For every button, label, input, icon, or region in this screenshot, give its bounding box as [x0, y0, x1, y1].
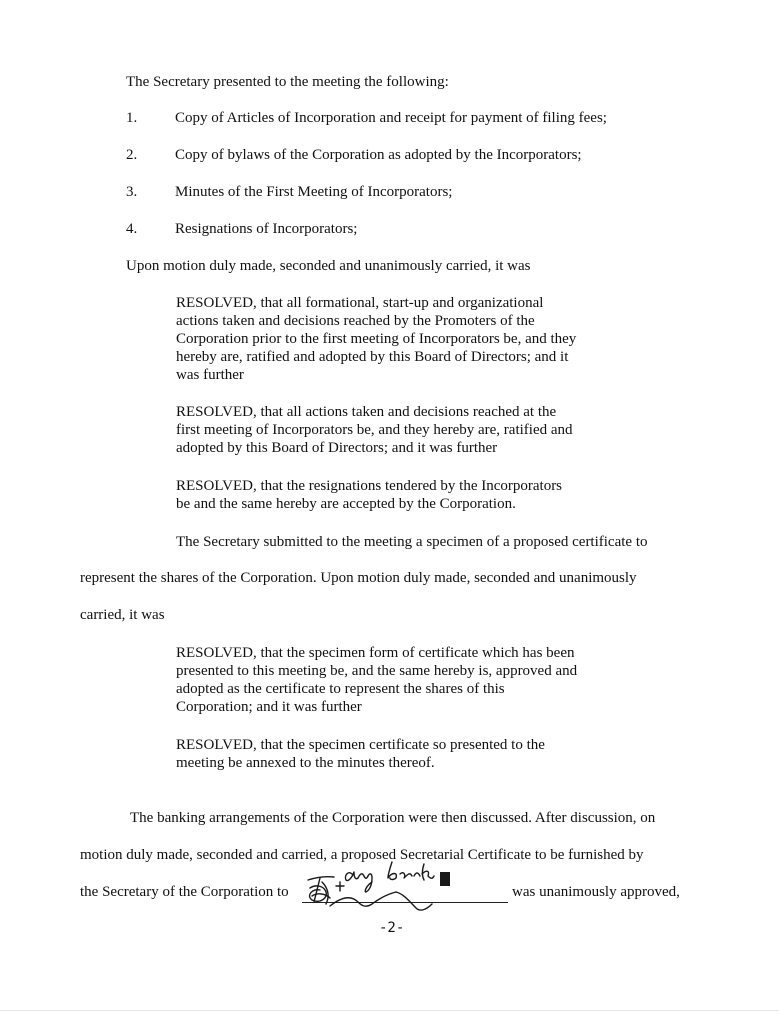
list-item-number: 1. — [126, 110, 138, 126]
banking-paragraph-line: The banking arrangements of the Corporation were then discussed. After discussion, on — [130, 810, 656, 826]
resolution-line: presented to this meeting be, and the same hereby is, approved and — [176, 663, 578, 679]
resolution-line: RESOLVED, that the resignations tendered by the Incorporators — [176, 478, 563, 494]
list-item-number: 3. — [126, 184, 138, 200]
list-item-text: Copy of Articles of Incorporation and receipt for payment of filing fees; — [175, 110, 607, 126]
intro-text: The Secretary presented to the meeting the following: — [126, 74, 449, 90]
resolution-block — [176, 294, 576, 384]
resolution-line: adopted by this Board of Directors; and it was further — [176, 440, 498, 456]
list-item-number: 2. — [126, 147, 138, 163]
specimen-paragraph-line: represent the shares of the Corporation. Upon motion duly made, seconded and unanimously — [80, 570, 637, 586]
resolution-line: RESOLVED, that all formational, start-up and organizational — [176, 295, 544, 311]
resolution-line: was further — [176, 367, 244, 383]
resolution-line: be and the same hereby are accepted by the Corporation. — [176, 496, 516, 512]
list-item-text: Copy of bylaws of the Corporation as adopted by the Incorporators; — [175, 147, 582, 163]
resolution-line: adopted as the certificate to represent the shares of this — [176, 681, 505, 697]
resolution-line: Corporation; and it was further — [176, 699, 362, 715]
resolution-line: Corporation prior to the first meeting of Incorporators be, and they — [176, 331, 577, 347]
motion-text: Upon motion duly made, seconded and unanimously carried, it was — [126, 258, 531, 274]
resolution-line: RESOLVED, that all actions taken and decisions reached at the — [176, 404, 557, 420]
resolution-block — [176, 736, 545, 772]
resolution-line: RESOLVED, that the specimen form of certificate which has been — [176, 645, 575, 661]
resolution-line: meeting be annexed to the minutes thereof. — [176, 755, 435, 771]
banking-line-end: was unanimously approved, — [512, 884, 680, 900]
resolution-block — [176, 644, 577, 716]
specimen-paragraph-line: carried, it was — [80, 607, 165, 623]
resolution-block — [176, 477, 562, 513]
banking-paragraph-line: motion duly made, seconded and carried, a proposed Secretarial Certificate to be furnished by — [80, 847, 644, 863]
banking-line-start: the Secretary of the Corporation to — [80, 884, 289, 900]
list-item-text: Resignations of Incorporators; — [175, 221, 358, 237]
resolution-line: hereby are, ratified and adopted by this Board of Directors; and it — [176, 349, 569, 365]
resolution-line: first meeting of Incorporators be, and they hereby are, ratified and — [176, 422, 573, 438]
handwritten-bank-name — [300, 858, 470, 914]
list-item-number: 4. — [126, 221, 138, 237]
resolution-line: actions taken and decisions reached by the Promoters of the — [176, 313, 535, 329]
resolution-block — [176, 403, 573, 457]
scan-edge-line — [0, 1010, 779, 1011]
specimen-paragraph-line: The Secretary submitted to the meeting a specimen of a proposed certificate to — [176, 534, 648, 550]
resolution-line: RESOLVED, that the specimen certificate so presented to the — [176, 737, 545, 753]
list-item-text: Minutes of the First Meeting of Incorporators; — [175, 184, 453, 200]
page-number: -2- — [379, 920, 405, 936]
